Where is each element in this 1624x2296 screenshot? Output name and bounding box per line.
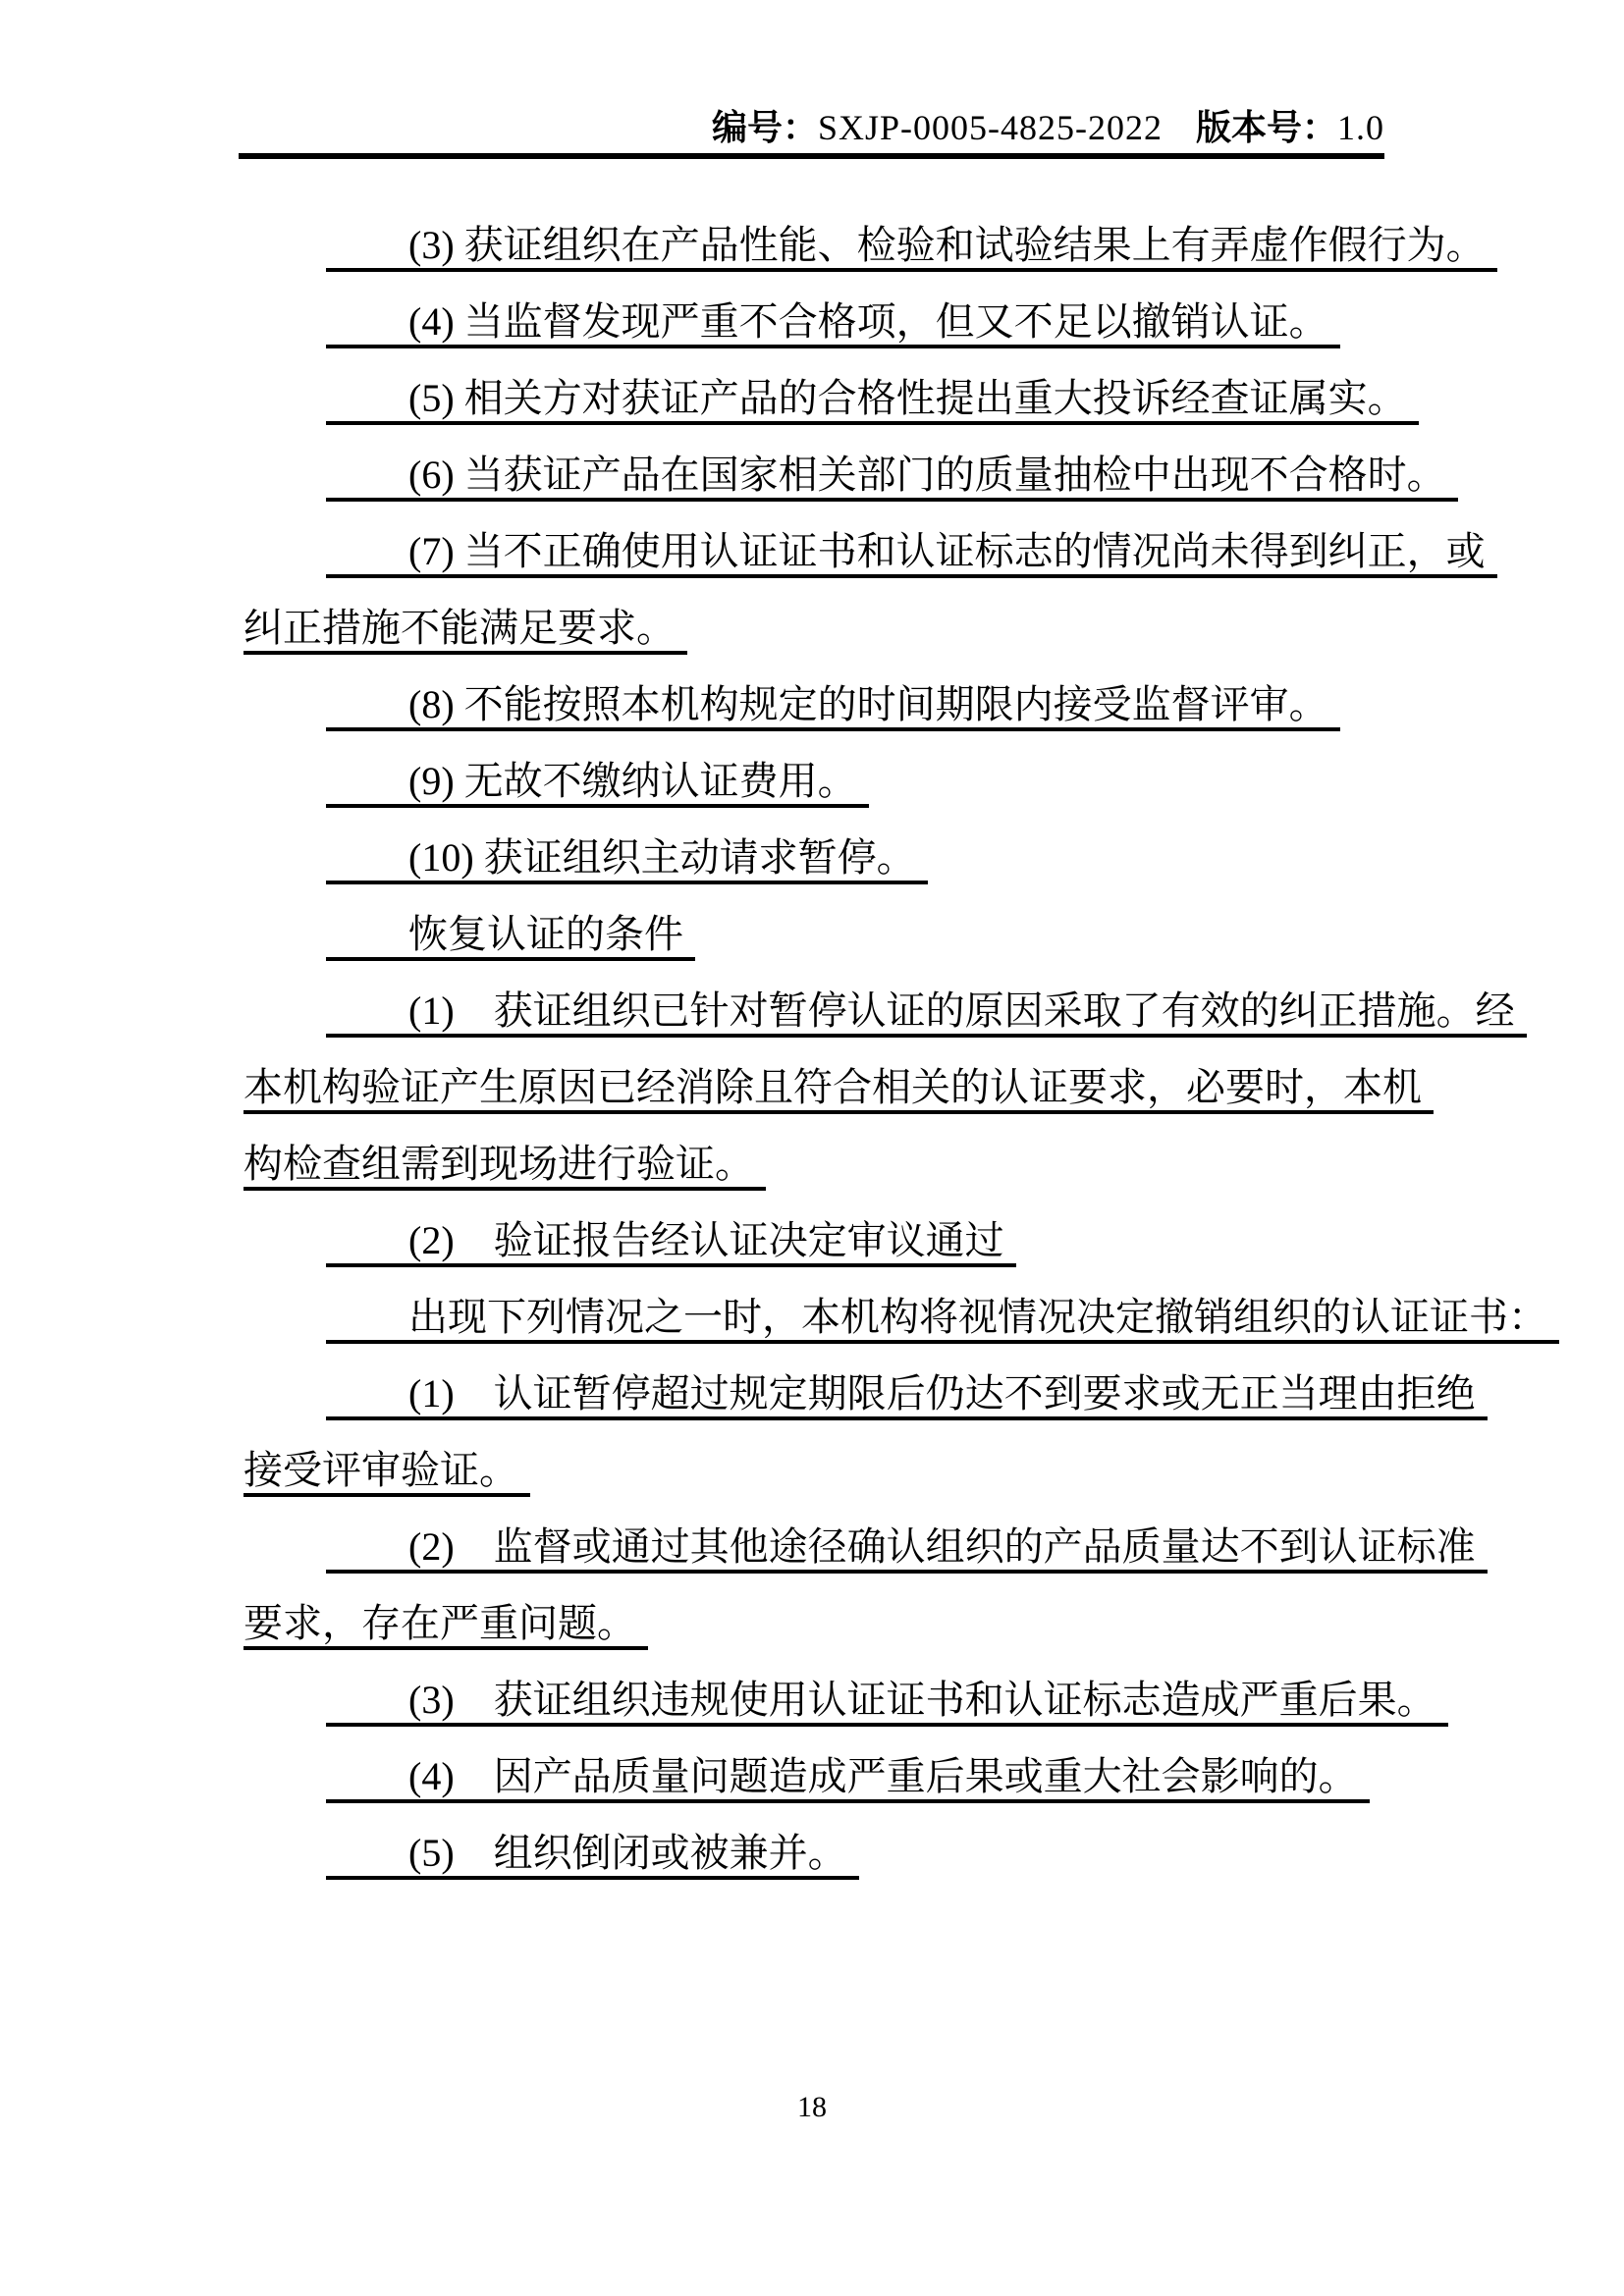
text-line-content: 纠正措施不能满足要求。 bbox=[244, 607, 687, 655]
text-line-content: 出现下列情况之一时，本机构将视情况决定撤销组织的认证证书： bbox=[326, 1296, 1559, 1344]
text-line-content: 本机构验证产生原因已经消除且符合相关的认证要求，必要时，本机 bbox=[244, 1066, 1434, 1114]
text-line bbox=[244, 1143, 1392, 1219]
text-line bbox=[244, 529, 1486, 607]
text-line bbox=[244, 760, 1392, 836]
text-line-content: (9) 无故不缴纳认证费用。 bbox=[326, 760, 869, 808]
text-line bbox=[244, 1524, 1476, 1602]
text-line-content: (10) 获证组织主动请求暂停。 bbox=[326, 836, 928, 884]
document-body bbox=[244, 223, 1547, 1908]
text-line-content: (5) 相关方对获证产品的合格性提出重大投诉经查证属实。 bbox=[326, 377, 1419, 425]
text-line bbox=[244, 1678, 1436, 1755]
doc-number-label: 编号： bbox=[711, 107, 818, 147]
text-line bbox=[244, 683, 1392, 760]
text-line-content: 恢复认证的条件 bbox=[326, 913, 695, 961]
text-line-content: (3) 获证组织违规使用认证证书和认证标志造成严重后果。 bbox=[326, 1679, 1448, 1727]
text-line bbox=[244, 1832, 1392, 1908]
text-line-content: (7) 当不正确使用认证证书和认证标志的情况尚未得到纠正，或 bbox=[326, 530, 1497, 578]
text-line bbox=[244, 1065, 1422, 1143]
text-line bbox=[244, 1295, 1547, 1372]
page-number: 18 bbox=[797, 2091, 827, 2123]
doc-number-value: SXJP-0005-4825-2022 bbox=[817, 108, 1163, 147]
text-line-content: 构检查组需到现场进行验证。 bbox=[244, 1143, 766, 1191]
text-line-content: (1) 认证暂停超过规定期限后仍达不到要求或无正当理由拒绝 bbox=[326, 1372, 1488, 1420]
text-line bbox=[244, 453, 1446, 530]
text-line-content: (1) 获证组织已针对暂停认证的原因采取了有效的纠正措施。经 bbox=[326, 989, 1527, 1038]
text-line bbox=[244, 988, 1515, 1066]
version-label: 版本号： bbox=[1195, 107, 1337, 147]
text-line bbox=[244, 836, 1392, 913]
text-line-content: (8) 不能按照本机构规定的时间期限内接受监督评审。 bbox=[326, 683, 1340, 731]
text-line-content: (5) 组织倒闭或被兼并。 bbox=[326, 1832, 859, 1880]
text-line-content: (2) 监督或通过其他途径确认组织的产品质量达不到认证标准 bbox=[326, 1525, 1488, 1574]
header-rule bbox=[239, 153, 1384, 159]
version-value: 1.0 bbox=[1337, 108, 1384, 147]
text-line bbox=[244, 1219, 1392, 1296]
text-line-content: (2) 验证报告经认证决定审议通过 bbox=[326, 1219, 1016, 1267]
page-footer bbox=[0, 2091, 1624, 2124]
text-line bbox=[244, 913, 1392, 989]
text-line bbox=[244, 1755, 1392, 1832]
text-line bbox=[244, 376, 1407, 454]
text-line-content: (4) 因产品质量问题造成严重后果或重大社会影响的。 bbox=[326, 1755, 1370, 1803]
text-line-content: 要求，存在严重问题。 bbox=[244, 1602, 648, 1650]
page-header bbox=[712, 106, 1384, 149]
text-line bbox=[244, 607, 1392, 683]
text-line-content: (6) 当获证产品在国家相关部门的质量抽检中出现不合格时。 bbox=[326, 454, 1458, 502]
text-line-content: (3) 获证组织在产品性能、检验和试验结果上有弄虚作假行为。 bbox=[326, 224, 1497, 272]
text-line bbox=[244, 300, 1392, 377]
text-line-content: 接受评审验证。 bbox=[244, 1449, 530, 1497]
text-line bbox=[244, 1602, 1392, 1679]
text-line bbox=[244, 223, 1486, 300]
text-line-content: (4) 当监督发现严重不合格项，但又不足以撤销认证。 bbox=[326, 300, 1340, 348]
text-line bbox=[244, 1449, 1392, 1525]
text-line bbox=[244, 1371, 1476, 1449]
